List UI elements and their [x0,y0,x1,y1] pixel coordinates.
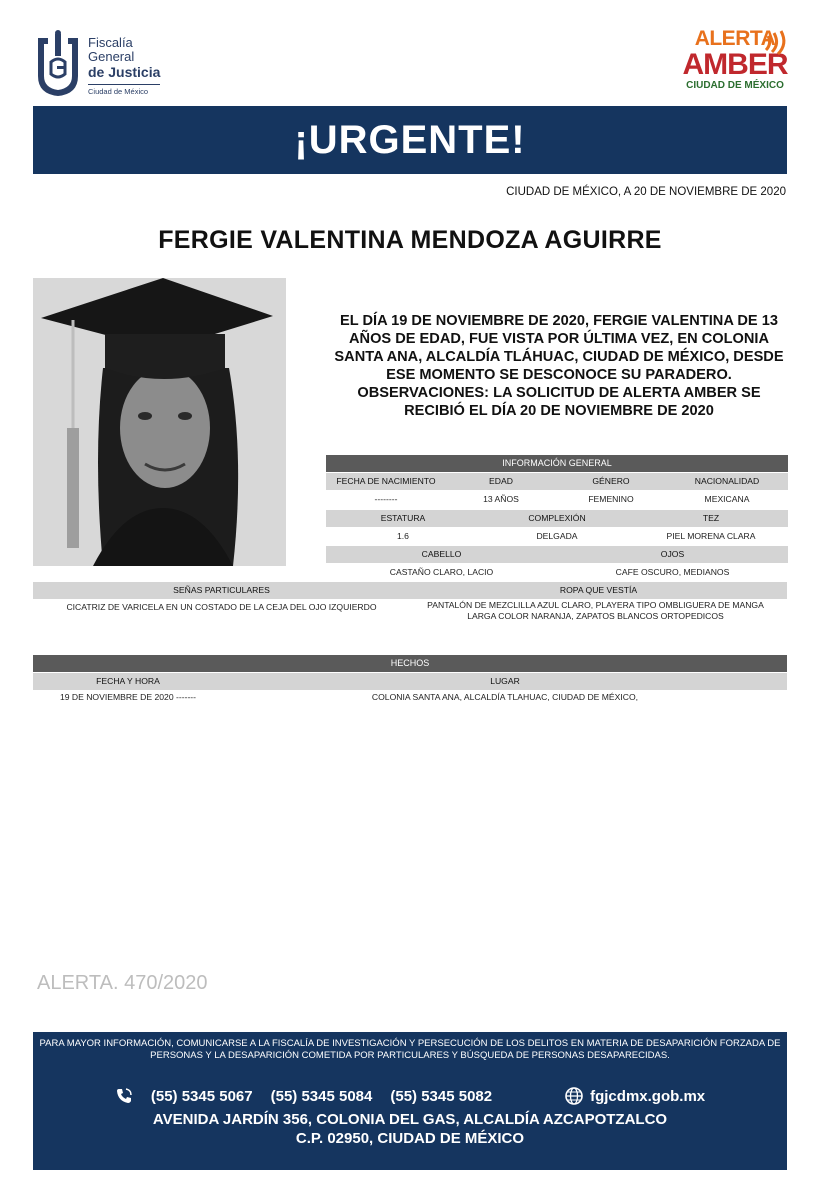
amber-logo-amber: AMBER [682,48,788,81]
general-info-headers-1 [326,473,788,490]
header-distinguishing-marks: SEÑAS PARTICULARES [173,585,270,595]
value-hair: CASTAÑO CLARO, LACIO [389,567,494,577]
address-line-2: C.P. 02950, CIUDAD DE MÉXICO [295,1130,525,1147]
features-values [33,600,787,630]
footer-contact [33,1086,787,1148]
value-build: DELGADA [536,531,578,541]
amber-waves-icon [762,30,790,56]
phone-icon [115,1087,133,1105]
general-info-values-1 [326,492,788,508]
phone-number-3[interactable]: (55) 5345 5082 [390,1087,493,1105]
header-nationality: NACIONALIDAD [694,476,760,486]
value-date-time: 19 DE NOVIEMBRE DE 2020 ------- [59,692,197,702]
value-age: 13 AÑOS [483,494,519,504]
header-height: ESTATURA [380,513,426,523]
fgj-logo-line3: de Justicia [88,64,161,80]
website-group [564,1086,705,1106]
header-gender: GÉNERO [592,476,630,486]
value-nationality: MEXICANA [704,494,750,504]
header-clothing: ROPA QUE VESTÍA [559,585,638,595]
phone-number-1[interactable]: (55) 5345 5067 [150,1087,253,1105]
value-gender: FEMENINO [588,494,634,504]
header-build: COMPLEXIÓN [528,513,586,523]
header-skin: TEZ [702,513,720,523]
value-skin: PIEL MORENA CLARA [666,531,756,541]
globe-icon [564,1086,584,1106]
footer [33,1032,787,1170]
value-height: 1.6 [397,531,409,541]
person-name: FERGIE VALENTINA MENDOZA AGUIRRE [158,226,662,254]
events-headers [33,673,787,690]
person-photo [33,278,286,566]
events-values [33,690,787,706]
value-eyes: CAFE OSCURO, MEDIANOS [615,567,730,577]
alert-number: ALERTA. 470/2020 [37,972,208,994]
fgj-logo-icon [34,30,82,96]
general-info-values-2 [326,529,788,545]
amber-logo-cdmx: CIUDAD DE MÉXICO [686,80,784,91]
header-hair: CABELLO [421,549,462,559]
general-info-headers-2 [326,510,788,527]
fgj-logo-line1: Fiscalía [88,35,133,50]
website-link[interactable]: fgjcdmx.gob.mx [590,1087,706,1105]
header-place: LUGAR [490,676,520,686]
value-birthdate: -------- [374,494,398,504]
address-line-1: AVENIDA JARDÍN 356, COLONIA DEL GAS, ALCALDÍA AZCAPOTZALCO [152,1111,668,1128]
case-description: EL DÍA 19 DE NOVIEMBRE DE 2020, FERGIE VALENTINA DE 13 AÑOS DE EDAD, FUE VISTA POR ÚLTIMA VEZ, EN COLONIA SANTA ANA, ALCALDÍA TLÁHUAC, CIUDAD DE MÉXICO, DESDE ESE MOMENTO SE DESCONOCE SU PARADERO. OBSERVACIONES: LA SOLICITUD DE ALERTA AMBER SE RECIBIÓ EL DÍA 20 DE NOVIEMBRE DE 2020 [334,313,784,419]
general-info-title: INFORMACIÓN GENERAL [326,455,788,472]
footer-info-text: PARA MAYOR INFORMACIÓN, COMUNICARSE A LA FISCALÍA DE INVESTIGACIÓN Y PERSECUCIÓN DE LOS DELITOS EN MATERIA DE DESAPARICIÓN FORZADA DE PERSONAS Y LA DESAPARICIÓN COMETIDA POR PARTICULARES Y BÚSQUEDA DE PERSONAS DESAPARECIDAS. [39,1038,781,1061]
date-line: CIUDAD DE MÉXICO, A 20 DE NOVIEMBRE DE 2020 [506,186,786,198]
header-eyes: OJOS [660,549,685,559]
urgent-banner: ¡URGENTE! [33,106,787,174]
amber-logo-alerta: ALERTA [694,27,776,50]
fgj-logo-line4: Ciudad de México [88,84,160,96]
general-info-values-3 [326,565,788,581]
fgj-logo-line2: General [88,49,135,64]
header-birthdate: FECHA DE NACIMIENTO [336,476,436,486]
value-clothing: PANTALÓN DE MEZCLILLA AZUL CLARO, PLAYERA TIPO OMBLIGUERA DE MANGA LARGA COLOR NARANJA, ZAPATOS BLANCOS ORTOPEDICOS [427,600,764,621]
amber-alert-logo [680,28,790,102]
fgj-logo [34,30,174,102]
phone-number-2[interactable]: (55) 5345 5084 [270,1087,373,1105]
contact-line [115,1086,705,1106]
events-title: HECHOS [33,655,787,672]
header-date-time: FECHA Y HORA [96,676,160,686]
general-info-headers-3 [326,546,788,563]
value-place: COLONIA SANTA ANA, ALCALDÍA TLAHUAC, CIUDAD DE MÉXICO, [371,692,639,702]
features-headers [33,582,787,599]
header-age: EDAD [489,476,513,486]
value-distinguishing-marks: CICATRIZ DE VARICELA EN UN COSTADO DE LA CEJA DEL OJO IZQUIERDO [66,602,377,612]
